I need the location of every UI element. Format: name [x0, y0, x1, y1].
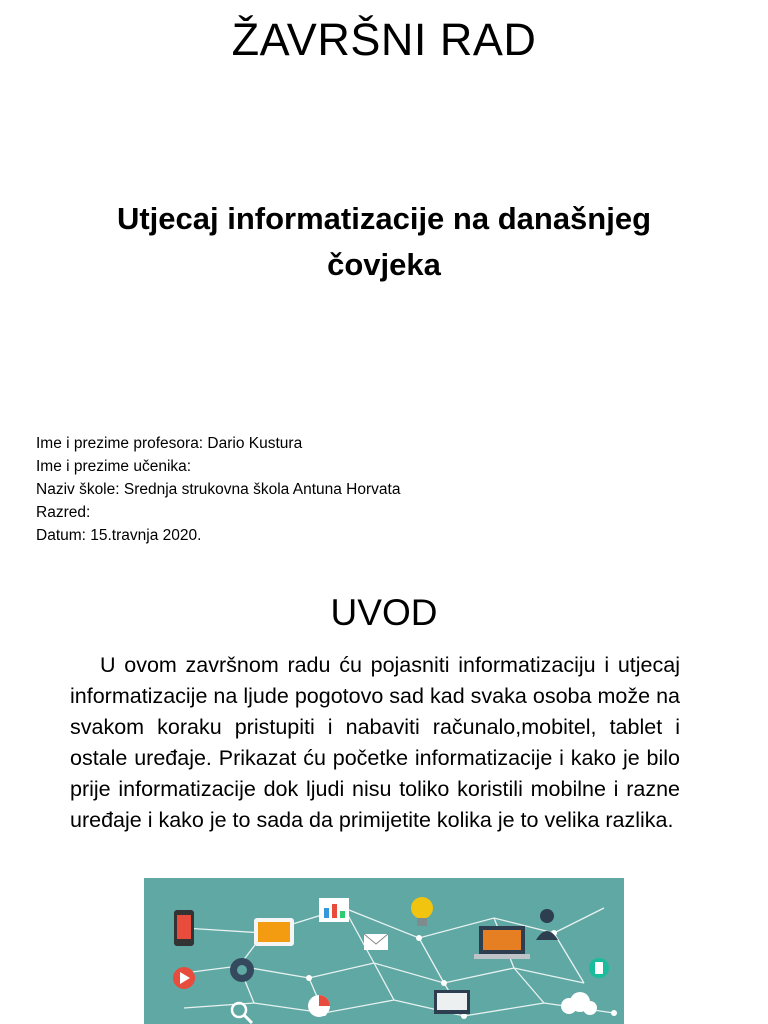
- smartphone-icon: [174, 910, 194, 946]
- envelope-icon: [364, 934, 388, 950]
- document-subtitle: Utjecaj informatizacije na današnjeg čovjeka: [116, 201, 652, 282]
- section-heading-uvod: UVOD: [330, 592, 438, 633]
- info-student: Ime i prezime učenika:: [36, 458, 192, 475]
- chart-icon: [319, 898, 349, 922]
- monitor-icon: [434, 990, 470, 1014]
- laptop-icon: [474, 926, 530, 959]
- tablet-icon: [254, 918, 294, 946]
- intro-paragraph: U ovom završnom radu ću pojasniti informatizaciju i utjecaj informatizacije na ljude pogotovo sad kad svaka osoba može na svakom koraku pristupiti i nabaviti računalo,mobitel, tablet i ostale uređaje. Prikazat ću početke informatizacije i kako je bilo prije informatizacije dok ljudi nisu toliko koristili mobilne i razne uređaje i kako je to sada da primijetite kolika je to velika razlika.: [70, 653, 680, 832]
- network-graphic: [144, 878, 624, 1024]
- info-date: Datum: 15.travnja 2020.: [36, 527, 202, 544]
- pie-chart-icon: [308, 995, 330, 1017]
- document-title: ŽAVRŠNI RAD: [231, 14, 537, 65]
- phone-icon: [589, 958, 609, 978]
- play-icon: [173, 967, 195, 989]
- gear-icon: [230, 958, 254, 982]
- lightbulb-icon: [411, 897, 433, 926]
- cloud-icon: [561, 992, 597, 1015]
- search-icon: [232, 1003, 252, 1023]
- info-block: [36, 432, 400, 547]
- info-school: Naziv škole: Srednja strukovna škola Antuna Horvata: [36, 481, 401, 498]
- info-class: Razred:: [36, 504, 91, 521]
- technology-illustration: [144, 878, 624, 1024]
- info-professor: Ime i prezime profesora: Dario Kustura: [36, 435, 303, 452]
